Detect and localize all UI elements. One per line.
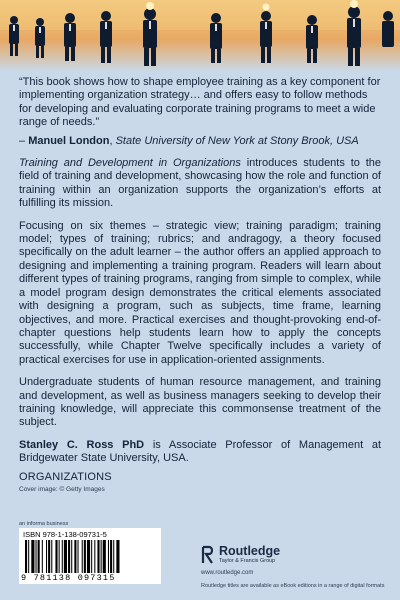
barcode-bar	[82, 540, 83, 573]
barcode-bar	[48, 540, 50, 573]
barcode-bar	[108, 540, 109, 573]
cover-image-credit: Cover image: © Getty Images	[19, 486, 105, 493]
cover-illustration	[0, 0, 400, 72]
barcode-bar	[46, 540, 47, 573]
barcode-bar	[36, 540, 37, 573]
barcode-bar	[101, 540, 102, 573]
isbn-barcode	[19, 528, 161, 584]
publisher-group: Taylor & Francis Group	[219, 558, 276, 564]
barcode-bar	[113, 540, 114, 573]
barcode-bars	[23, 540, 157, 573]
audience-paragraph: Undergraduate students of human resource management, and training and development, as well as business managers seeking to develop their training knowledge, will appreciate this commonsense treatment of the subject.	[19, 376, 381, 429]
endorser-name: Manuel London	[28, 134, 110, 147]
attribution-separator: ,	[109, 134, 116, 147]
barcode-bar	[51, 540, 52, 573]
back-cover-text	[19, 76, 381, 475]
barcode-bar	[64, 540, 67, 573]
barcode-bar	[68, 540, 70, 573]
barcode-bar	[87, 540, 90, 573]
subject-category: ORGANIZATIONS	[19, 471, 112, 483]
publisher-logo	[201, 545, 321, 565]
attribution-dash: –	[19, 134, 29, 147]
endorser-affiliation: State University of New York at Stony Brook, USA	[115, 134, 359, 147]
isbn-label: ISBN 978-1-138-09731-5	[23, 530, 107, 539]
businessmen-illustration	[0, 0, 400, 72]
isbn-digits: 9 781138 097315	[21, 573, 116, 583]
informa-business-note: an informa business	[19, 521, 69, 527]
barcode-bar	[103, 540, 106, 573]
barcode-bar	[62, 540, 63, 573]
barcode-bar	[59, 540, 60, 573]
publisher-name: Routledge	[219, 544, 281, 558]
endorsement-quote: “This book shows how to shape employee training as a key component for implementing organization strategy… and offers easy to follow methods for developing and evaluating corporate training programs to meet a wide range of needs.”	[19, 76, 381, 129]
barcode-bar	[116, 540, 119, 573]
focus-paragraph: Focusing on six themes – strategic view; training paradigm; training model; types of training; rubrics; and andragogy, a theory focused specifically on the adult learner – the author offers an applied approach to designing and implementing a training program. Readers will learn about different types of training programs, ranging from simple to complex, while a model program design demonstrates the critical elements associated with designing a program, such as subjects, time frame, learning objectives, and more. Practical exercises and thought-provoking end-of-chapter questions help students learn how to apply the concepts successfully, while Chapter Twelve specifically includes a variety of practical exercises for use in application-oriented assignments.	[19, 219, 381, 366]
barcode-bar	[31, 540, 34, 573]
barcode-bar	[84, 540, 86, 573]
barcode-bar	[110, 540, 112, 573]
author-bio	[19, 439, 381, 466]
author-bio-text: is Associate Professor of Management at Bridgewater State University, USA.	[19, 438, 381, 465]
barcode-bar	[28, 540, 29, 573]
barcode-bar	[94, 540, 95, 573]
barcode-bar	[78, 540, 79, 573]
barcode-bar	[74, 540, 76, 573]
barcode-bar	[91, 540, 92, 573]
barcode-bar	[42, 540, 43, 573]
barcode-bar	[25, 540, 27, 573]
barcode-bar	[55, 540, 57, 573]
intro-paragraph	[19, 157, 381, 211]
barcode-bar	[38, 540, 40, 573]
routledge-r-icon	[201, 545, 215, 565]
intro-text: introduces students to the field of training and development, showcasing how the role and function of training within an organization supports the organization’s efforts at fulfilling its mission.	[19, 157, 381, 210]
publisher-url: www.routledge.com	[201, 570, 254, 576]
author-name: Stanley C. Ross PhD	[19, 438, 145, 451]
barcode-bar	[97, 540, 99, 573]
ebook-note: Routledge titles are available as eBook editions in a range of digital formats	[201, 583, 385, 589]
book-title: Training and Development in Organizations	[19, 157, 241, 170]
endorsement-attribution	[19, 135, 381, 148]
barcode-bar	[71, 540, 72, 573]
